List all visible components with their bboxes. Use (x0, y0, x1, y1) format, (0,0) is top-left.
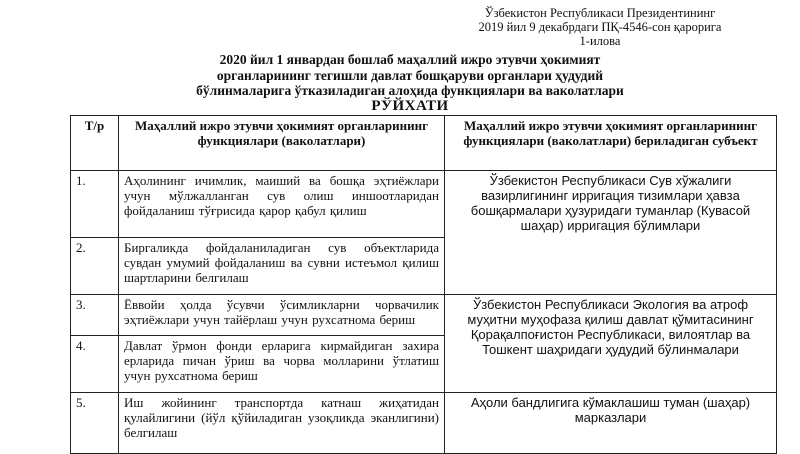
annex-header (420, 6, 780, 48)
row-subject: Ўзбекистон Республикаси Сув хўжалиги вазирлигининг ирригация тизимлари ҳавза бошқармалари ҳузуридаги туманлар (Кувасой шаҳар) ирригация бўлимлари (445, 171, 777, 295)
annex-line-3: 1-илова (579, 34, 621, 48)
row-function-text: Аҳолининг ичимлик, маиший ва бошқа эҳтиёжлари учун мўлжалланган сув олиш иншоотларидан фойдаланиш тўғрисида қарор қабул қилиш (119, 171, 445, 238)
header-num: Т/р (71, 116, 119, 171)
table-header-row (71, 116, 777, 171)
header-subject: Маҳаллий ижро этувчи ҳокимият органларининг функциялари (ваколатлари) бериладиган субъект (445, 116, 777, 171)
table-row (71, 295, 777, 336)
header-functions: Маҳаллий ижро этувчи ҳокимият органларининг функциялари (ваколатлари) (119, 116, 445, 171)
title-line-3: бўлинмаларига ўтказиладиган алоҳида функциялари ва ваколатлари (196, 83, 624, 98)
row-num: 5. (71, 393, 119, 454)
row-function-text: Иш жойининг транспортда катнаш жиҳатидан қулайлигини (йўл қўйиладиган узоқликда эканлигини) белгилаш (119, 393, 445, 454)
row-num: 3. (71, 295, 119, 336)
functions-table (70, 115, 777, 454)
row-num: 1. (71, 171, 119, 238)
title-line-2: органларининг тегишли давлат бошқаруви органлари ҳудудий (216, 67, 604, 83)
table-row (71, 171, 777, 238)
row-num: 2. (71, 238, 119, 295)
row-subject: Аҳоли бандлигига кўмаклашиш туман (шаҳар) марказлари (445, 393, 777, 454)
row-function-text: Биргаликда фойдаланиладиган сув объектларида сувдан умумий фойдаланиш ва сувни истеъмол қилиш шартларини белгилаш (119, 238, 445, 295)
annex-line-2: 2019 йил 9 декабрдаги ПҚ-4546-сон қарорига (478, 20, 722, 34)
title-line-1: 2020 йил 1 январдан бошлаб маҳаллий ижро этувчи ҳокимият (219, 52, 601, 67)
row-num: 4. (71, 336, 119, 393)
table-row (71, 393, 777, 454)
row-function-text: Давлат ўрмон фонди ерларига кирмайдиган захира ерларида пичан ўриш ва чорва молларини ўтлатиш учун рухсатнома бериш (119, 336, 445, 393)
document-title (60, 52, 760, 114)
annex-line-1: Ўзбекистон Республикаси Президентининг (484, 6, 716, 20)
title-line-4: РЎЙХАТИ (371, 97, 449, 114)
row-subject: Ўзбекистон Республикаси Экология ва атроф муҳитни муҳофаза қилиш давлат қўмитасининг Қорақалпоғистон Республикаси, вилоятлар ва Тошкент шаҳридаги ҳудудий бўлинмалари (445, 295, 777, 393)
row-function-text: Ёввойи ҳолда ўсувчи ўсимликларни чорвачилик эҳтиёжлари учун тайёрлаш учун рухсатнома бериш (119, 295, 445, 336)
